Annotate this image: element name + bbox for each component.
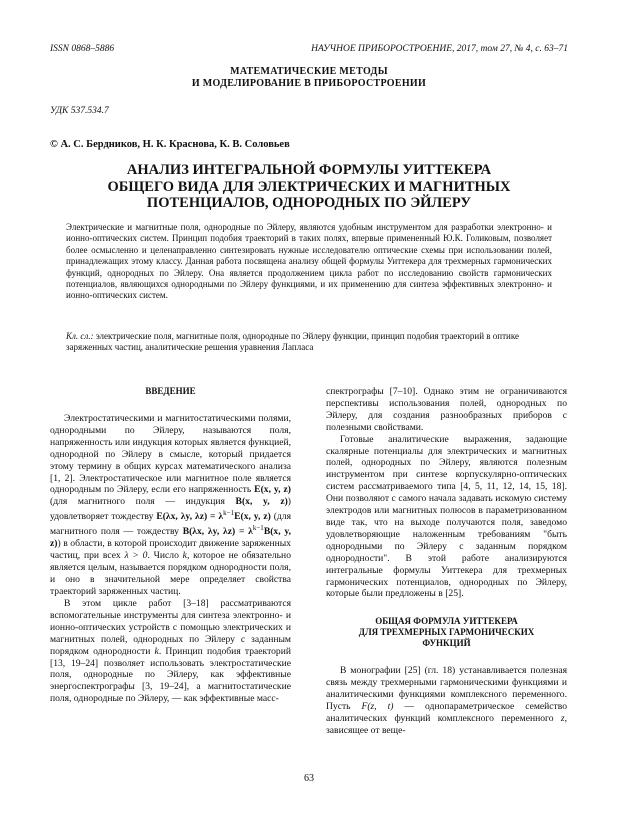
intro-paragraph-2: В этом цикле работ [3–18] рассматриваются вспомогательные инструменты для синтеза электронно- и ионно-оптических устройств с помощью электрических и магнитных полей, однородных по Эйлеру с заданным порядком однородности k. Принцип подобия траекторий [13, 19–24] позволяет использовать электростатические поля, однородные по Эйлеру, как эффективные энергоспектрографы [3, 19–24], а магнитостатические поля, однородные по Эйлеру, — как эффективные масс- xyxy=(50,597,292,705)
section-line-1: МАТЕМАТИЧЕСКИЕ МЕТОДЫ xyxy=(230,66,388,77)
formula-F: F(z, t) xyxy=(361,701,394,713)
page-number: 63 xyxy=(304,773,314,784)
article-title xyxy=(60,162,558,212)
formula-exponent: k−1 xyxy=(223,509,235,518)
keywords-text: электрические поля, магнитные поля, однородные по Эйлеру функции, принцип подобия траекторий в оптике заряженных частиц, аналитические решения уравнения Лапласа xyxy=(66,331,519,353)
formula-z: z xyxy=(560,712,565,724)
paragraph-monograph: В монографии [25] (гл. 18) устанавливается полезная связь между трехмерными гармоническими функциями и аналитическими функциями комплексного переменного. Пусть F(z, t) — однопараметрическое семейство аналитических функций комплексного переменного z, зависящее от веще- xyxy=(326,665,568,736)
authors: © А. С. Бердников, Н. К. Краснова, К. В. Соловьев xyxy=(50,139,290,150)
intro-paragraph-1: Электростатическими и магнитостатическими полями, однородными по Эйлеру, называются поля, напряженность или индукция которых является функцией, однородной по Эйлеру в смысле, который придается этому термину в общих курсах математического анализа [1, 2]. Электростатическое или магнитное поле является однородным по Эйлеру, если его напряженность E(x, y, z) (для магнитного поля — индукция B(x, y, z)) удовлетворяет тождеству E(λx, λy, $\lambda z) = \lambda^{k-1}E(x$, y, z) (для магнитного поля — тождеству B(λx, λy, $\lambda z) = \lambda^{k-1}B(x$, y, z)) в области, в которой происходит движение заряженных частиц, при всех λ > 0. Число k, которое не обязательно является целым, называется порядком однородности поля, и оно в значительной мере определяет свойства траекторий заряженных частиц. xyxy=(50,413,291,598)
issn: ISSN 0868–5886 xyxy=(50,44,115,54)
abstract: Электрические и магнитные поля, однородные по Эйлеру, являются удобным инструментом для разработки электронно- и ионно-оптических систем. Принцип подобия траекторий в таких полях, впервые примененный Ю.К. Голиковым, позволяет более осмысленно и целенаправленно синтезировать нужные исследователю оптические схемы при использовании полей, принадлежащих этому классу. Данная работа посвящена анализу общей формулы Уиттекера для трехмерных гармонических функций, однородных по Эйлеру. Она является продолжением цикла работ по исследованию свойств гармонических потенциалов, являющихся однородными по Эйлеру функциями, и их применению для синтеза эффективных электронно- и ионно-оптических систем. xyxy=(66,222,552,301)
whittaker-heading: ОБЩАЯ ФОРМУЛА УИТТЕКЕРА ДЛЯ ТРЕХМЕРНЫХ ГАРМОНИЧЕСКИХ ФУНКЦИЙ xyxy=(358,616,535,649)
formula-k-2: k xyxy=(154,645,159,657)
running-header xyxy=(50,44,568,56)
formula-E-tail: E(x, y, z) xyxy=(234,511,271,523)
udk-code: УДК 537.534.7 xyxy=(50,106,109,116)
formula-B-identity: B(λx, λy, λz) = λ xyxy=(182,526,253,538)
keywords-label: Кл. сл.: xyxy=(66,331,94,341)
paragraph-continued: спектрографы [7–10]. Однако этим не ограничиваются перспективы использования полей, однородных по Эйлеру, для создания разнообразных приборов с полезными свойствами. xyxy=(326,386,567,433)
right-column xyxy=(326,386,567,737)
title-line-2: ОБЩЕГО ВИДА ДЛЯ ЭЛЕКТРИЧЕСКИХ И МАГНИТНЫХ xyxy=(107,178,511,195)
journal-citation: НАУЧНОЕ ПРИБОРОСТРОЕНИЕ, 2017, том 27, № 4, с. 63–71 xyxy=(311,44,568,54)
formula-exponent-2: k−1 xyxy=(252,524,264,533)
formula-E-identity: E(λx, λy, λz) = λ xyxy=(156,511,224,523)
paragraph-analytic: Готовые аналитические выражения, задающие скалярные потенциалы для электрических и магнитных полей, однородных по Эйлеру, являются полезным инструментом при синтезе корпускулярно-оптических систем рассматриваемого типа [4, 5, 11, 12, 14, 15, 18]. Они позволяют с самого начала задавать искомую систему электродов или магнитных полюсов в параметризованном виде так, что на выходе получаются поля, заведомо удовлетворяющие наложенным требованиям "быть однородными по Эйлеру с заданным порядком однородности". В этой работе анализируются интегральные формулы Уиттекера для трехмерных гармонических потенциалов, однородных по Эйлеру, которые были предложены в [25]. xyxy=(326,433,567,600)
title-line-1: АНАЛИЗ ИНТЕГРАЛЬНОЙ ФОРМУЛЫ УИТТЕКЕРА xyxy=(126,162,492,178)
formula-E: E(x, y, z) xyxy=(254,484,291,496)
section-heading xyxy=(0,66,618,90)
left-column xyxy=(50,386,291,705)
intro-heading: ВВЕДЕНИЕ xyxy=(145,386,196,396)
keywords xyxy=(66,331,552,354)
formula-B-tail: B(x, y, z) xyxy=(50,526,291,550)
formula-k: k xyxy=(182,550,187,562)
section-line-2: И МОДЕЛИРОВАНИЕ В ПРИБОРОСТРОЕНИИ xyxy=(191,78,427,89)
formula-lambda: λ > 0 xyxy=(124,550,148,562)
formula-B: B(x, y, z) xyxy=(235,496,288,508)
title-line-3: ПОТЕНЦИАЛОВ, ОДНОРОДНЫХ ПО ЭЙЛЕРУ xyxy=(146,195,472,211)
